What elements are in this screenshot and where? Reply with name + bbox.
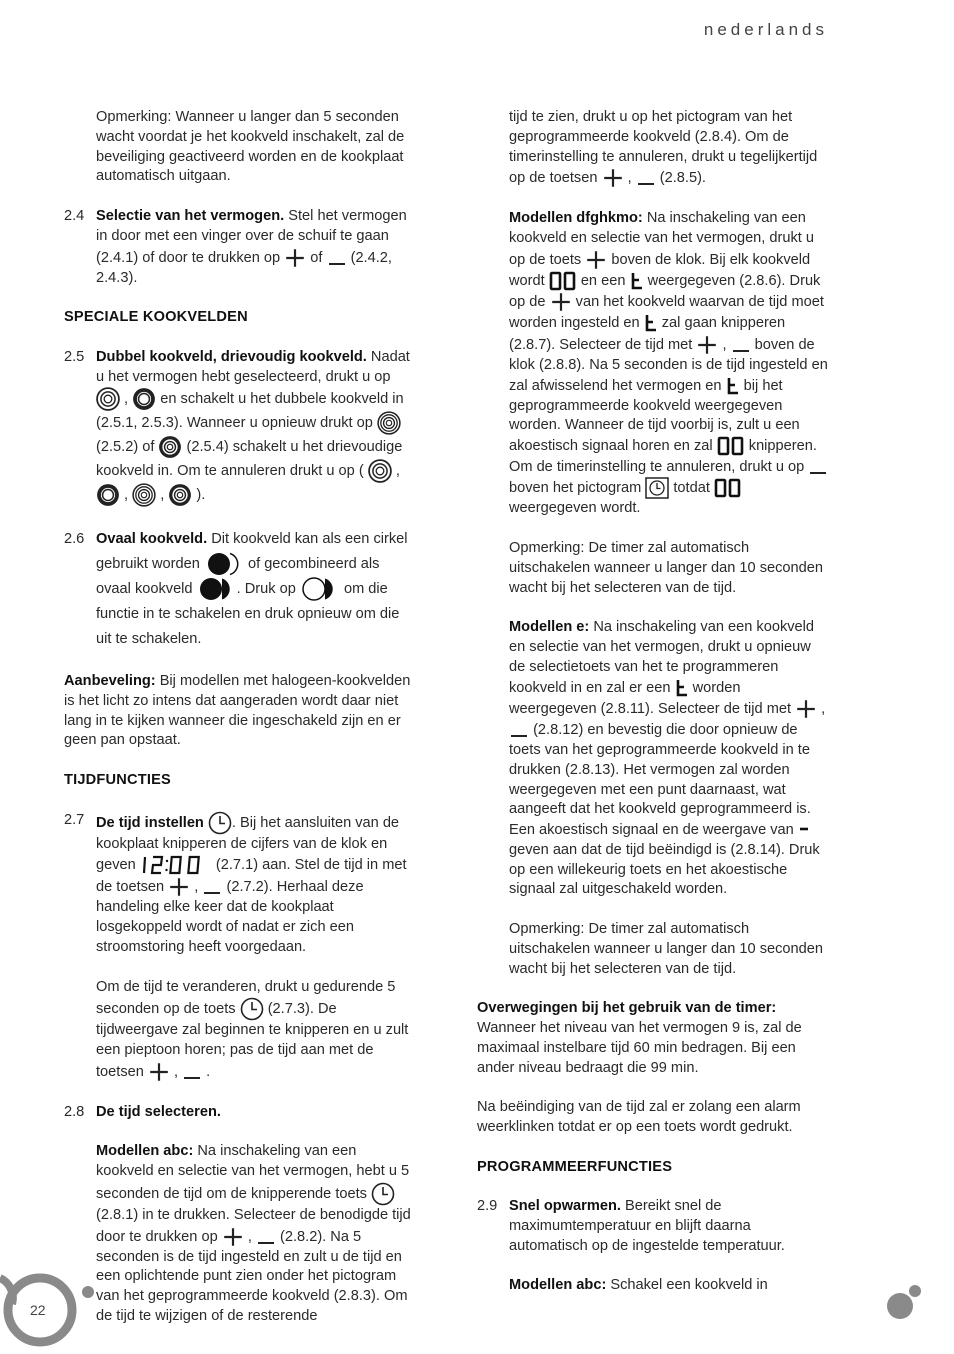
- decorative-bubbles: [880, 1280, 930, 1330]
- dual-zone-icon: [132, 387, 156, 411]
- seven-seg-display: [549, 271, 577, 291]
- section-number: 2.5: [64, 348, 85, 365]
- body-text: totdat: [673, 480, 710, 497]
- section-2-8: 2.8 De tijd selecteren. Modellen abc: Na inschakeling van een kookveld en selectie van het vermogen, hebt u 5 seconden de tijd om de knipperende toets (2.8.1) in te drukken. Selecteer de benodigde tijd door te drukken op , (2.8.2). Na 5 seconden is de tijd ingesteld en zult u de tijd en een oplichtende punt zien onder het pictogram van het geprogrammeerde kookveld (2.8.3). Om de tijd te wijzigen of de resterende: [64, 1103, 414, 1327]
- timer-box-icon: [645, 477, 669, 499]
- minus-icon: [731, 335, 751, 355]
- right-column: tijd te zien, drukt u op het pictogram van het geprogrammeerde kookveld (2.8.4). Om de timerinstelling te annuleren, drukt u tegelijkertijd op de toetsen , (2.8.5). Modellen dfghkmo: Na inschakeling van een kookveld en selectie van het vermogen, drukt u op de toets boven de klok. Bij elk kookveld wordt en een weergegeven (2.8.6). Druk op de van het kookveld waarvan de tijd moet worden ingesteld en zal gaan knipperen (2.8.7). Selecteer de tijd met , boven de klok (2.8.8). Na 5 seconden is de tijd ingesteld en zal afwisselend het vermogen en bij het geprogrammeerde kookveld weergegeven worden. Wanneer de tijd voorbij is, zult u een akoestisch signaal horen en zal knipperen. Om de timerinstelling te annuleren, drukt u op boven het pictogram totdat weergegeven wordt. Opmerking: De timer zal automatisch uitschakelen wanneer u langer dan 10 seconden wacht bij het selecteren van de tijd. Modellen e: Na inschakeling van een kookveld en selectie van het vermogen, drukt u opnieuw de selectietoets van het te programmeren kookveld in en zal er een worden weergegeven (2.8.11). Selecteer de tijd met , (2.8.12) en bevestig die door opnieuw de toets van het geprogrammeerde kookveld in te drukken (2.8.13). Het vermogen zal worden weergegeven met een punt daarnaast, wat aangeeft dat het kookveld geprogrammeerd is. Een akoestisch signaal en de weergave van geven aan dat de tijd beëindigd is (2.8.14). Druk op een willekeurig toets en het akoestische signaal zal uitgeschakeld worden. Opmerking: De timer zal automatisch uitschakelen wanneer u langer dan 10 seconden wacht bij het selecteren van de tijd. Overwegingen bij het gebruik van de timer: Wanneer het niveau van het vermogen 9 is, zal de maximaal instelbare tijd 60 min bedragen. Bij een ander niveau bedraagt die 99 min. Na beëindiging van de tijd zal er zolang een alarm weerklinken totdat er op een toets wordt gedrukt. PROGRAMMEERFUNCTIES 2.9 Snel opwarmen. Bereikt snel de maximumtemperatuur en blijft daarna automatisch op de ingestelde temperatuur. Modellen abc: Schakel een kookveld in: [477, 108, 829, 1316]
- t-symbol-icon: [630, 271, 644, 291]
- body-text: weergegeven (2.8.6). Druk op de: [509, 272, 821, 311]
- dual-zone-icon: [96, 387, 120, 411]
- section-2-9: [477, 1197, 829, 1296]
- models-label: Modellen dfghkmo:: [509, 210, 643, 227]
- recommendation-paragraph: [64, 672, 414, 751]
- t-symbol-icon: [675, 678, 689, 698]
- plus-icon: [550, 291, 572, 313]
- seven-seg-display: [714, 478, 742, 498]
- body-text: Bereikt snel de maximumtemperatuur en blijft daarna automatisch op de ingestelde temperatuur.: [509, 1198, 785, 1254]
- minus-icon: [808, 457, 828, 477]
- body-text: . Druk op: [236, 581, 296, 598]
- plus-icon: [222, 1226, 244, 1248]
- plus-icon: [696, 334, 718, 356]
- note-paragraph: Opmerking: De timer zal automatisch uitschakelen wanneer u langer dan 10 seconden wacht bij het selecteren van de tijd.: [509, 540, 823, 596]
- oval-zone-icon: [204, 552, 244, 576]
- minus-icon: [327, 248, 347, 268]
- dual-zone-icon: [368, 459, 392, 483]
- section-title: Ovaal kookveld.: [96, 531, 208, 548]
- body-text: of gecombineerd als ovaal kookveld: [96, 556, 380, 598]
- page-number: 22: [30, 1302, 46, 1318]
- body-text: (2.5.2) of: [96, 439, 155, 456]
- section-2-5: 2.5 Dubbel kookveld, drievoudig kookveld. Nadat u het vermogen hebt geselecteerd, drukt u op , en schakelt u het dubbele kookveld in (2.5.1, 2.5.3). Wanneer u opnieuw drukt op (2.5.2) of (2.5.4) schakelt u het drievoudige kookveld in. Om te annuleren drukt u op ( , , , ).: [64, 348, 414, 508]
- dual-zone-icon: [96, 483, 120, 507]
- t-symbol-icon: [644, 313, 658, 333]
- body-text: en een: [580, 272, 626, 289]
- body-text: om die functie in te schakelen en druk opnieuw om die uit te schakelen.: [96, 581, 400, 648]
- note-paragraph: Opmerking: De timer zal automatisch uitschakelen wanneer u langer dan 10 seconden wacht bij het selecteren van de tijd.: [509, 920, 823, 977]
- section-number: 2.4: [64, 207, 85, 224]
- body-text: (2.7.2). Herhaal deze handeling elke keer dat de kookplaat losgekoppeld wordt of nadat er zich een stroomstoring heeft voorgedaan.: [96, 879, 364, 955]
- minus-icon: [509, 720, 529, 740]
- body-text: bij het geprogrammeerde kookveld weergegeven worden. Wanneer de tijd voorbij is, zult u een akoestisch signaal horen en zal: [509, 377, 800, 454]
- body-text: ).: [196, 487, 206, 504]
- plus-icon: [168, 876, 190, 898]
- body-text: boven het pictogram: [509, 480, 642, 497]
- clock-icon: [371, 1182, 395, 1206]
- page-number-decoration: [0, 1260, 110, 1354]
- body-text: boven de klok. Bij elk kookveld wordt: [509, 251, 811, 289]
- section-number: 2.8: [64, 1103, 85, 1120]
- models-label: Modellen e:: [509, 619, 590, 636]
- body-text: Na beëindiging van de tijd zal er zolang een alarm weerklinken totdat er op een toets wordt gedrukt.: [477, 1099, 801, 1135]
- body-text: zal gaan knipperen (2.8.7). Selecteer de tijd met: [509, 315, 786, 353]
- section-number: 2.7: [64, 811, 85, 828]
- heading-speciale-kookvelden: SPECIALE KOOKVELDEN: [64, 309, 248, 326]
- section-title: Selectie van het vermogen.: [96, 207, 285, 224]
- body-text: knipperen. Om de timerinstelling te annuleren, drukt u op: [509, 438, 817, 475]
- oval-zone-icon: [300, 577, 340, 601]
- body-text: Bij modellen met halogeen-kookvelden is het licht zo intens dat aangeraden wordt daar niet lang in te kijken wanneer die ingeschakeld zijn en er geen pan opstaat.: [64, 672, 411, 749]
- minus-icon: [182, 1062, 202, 1082]
- heading-programmeerfuncties: PROGRAMMEERFUNCTIES: [477, 1158, 673, 1175]
- seven-seg-display: [717, 436, 745, 456]
- body-text: Wanneer het niveau van het vermogen 9 is, zal de maximaal instelbare tijd 60 min bedragen. Bij een ander niveau bedraagt die 99 min.: [477, 1019, 802, 1076]
- plus-icon: [602, 167, 624, 189]
- seven-seg-display: [140, 854, 212, 876]
- dash-display-icon: [798, 820, 810, 840]
- section-number: 2.6: [64, 531, 85, 548]
- triple-zone-icon: [377, 411, 401, 435]
- plus-icon: [148, 1061, 170, 1083]
- section-number: 2.9: [477, 1198, 498, 1215]
- oval-zone-icon: [197, 577, 237, 601]
- section-title: Dubbel kookveld, drievoudig kookveld.: [96, 348, 367, 365]
- clock-icon: [208, 811, 232, 835]
- body-text: geven aan dat de tijd beëindigd is (2.8.14). Druk op een willekeurig toets en het akoestische signaal zal uitgeschakeld worden.: [509, 841, 820, 898]
- body-text: Na inschakeling van een kookveld en selectie van het vermogen, drukt u op de toets: [509, 210, 815, 268]
- body-text: Nadat u het vermogen hebt geselecteerd, drukt u op: [96, 348, 410, 385]
- plus-icon: [585, 249, 607, 271]
- body-text: (2.7.1) aan. Stel de tijd in met de toetsen: [96, 857, 407, 896]
- body-text: boven de klok (2.8.8). Na 5 seconden is de tijd ingesteld en zal afwisselend het vermogen en: [509, 336, 828, 394]
- models-label: Modellen abc:: [96, 1143, 194, 1160]
- body-text: (2.5.4) schakelt u het drievoudige kookveld in. Om te annuleren drukt u op (: [96, 439, 403, 480]
- body-text: Na inschakeling van een kookveld en selectie van het vermogen, drukt u opnieuw de selectietoets van het te programmeren kookveld in en zal er een: [509, 619, 815, 696]
- body-text: tijd te zien, drukt u op het pictogram van het geprogrammeerde kookveld (2.8.4). Om de timerinstelling te annuleren, drukt u tegelijkertijd op de toetsen: [509, 109, 818, 187]
- body-text: van het kookveld waarvan de tijd moet worden ingesteld en: [509, 294, 824, 332]
- section-2-4: [64, 207, 414, 288]
- body-text: en schakelt u het dubbele kookveld in (2.5.1, 2.5.3). Wanneer u opnieuw drukt op: [96, 391, 404, 432]
- minus-icon: [256, 1227, 276, 1247]
- section-2-6: [64, 527, 414, 652]
- plus-icon: [284, 247, 306, 269]
- minus-icon: [636, 168, 656, 188]
- recommendation-label: Aanbeveling:: [64, 672, 156, 689]
- body-text: Na inschakeling van een kookveld en selectie van het vermogen, hebt u 5 seconden de tijd om de knipperende toets: [96, 1143, 410, 1202]
- considerations-label: Overwegingen bij het gebruik van de timer:: [477, 1000, 777, 1017]
- section-title: Snel opwarmen.: [509, 1198, 621, 1215]
- body-text: (2.8.1) in te drukken. Selecteer de benodigde tijd door te drukken op: [96, 1206, 411, 1245]
- left-column: [64, 108, 414, 1347]
- triple-zone-icon: [168, 483, 192, 507]
- body-text: weergegeven wordt.: [509, 500, 641, 517]
- plus-icon: [795, 698, 817, 720]
- triple-zone-icon: [132, 483, 156, 507]
- section-title: De tijd instellen: [96, 814, 204, 831]
- t-symbol-icon: [726, 376, 740, 396]
- minus-icon: [202, 877, 222, 897]
- body-text: of: [310, 249, 323, 266]
- note-paragraph: Opmerking: Wanneer u langer dan 5 seconden wacht voordat je het kookveld inschakelt, zal de beveiliging geactiveerd worden en de kookplaat automatisch uitgaan.: [96, 109, 405, 185]
- models-label: Modellen abc:: [509, 1277, 607, 1294]
- heading-tijdfuncties: TIJDFUNCTIES: [64, 771, 171, 788]
- clock-icon: [240, 997, 264, 1021]
- triple-zone-icon: [158, 435, 182, 459]
- body-text: Dit kookveld kan als een cirkel gebruikt worden: [96, 531, 408, 573]
- language-header: nederlands: [703, 20, 828, 39]
- section-title: De tijd selecteren.: [96, 1103, 221, 1120]
- body-text: (2.8.12) en bevestig die door opnieuw de toets van het geprogrammeerde kookveld in te drukken (2.8.13). Het vermogen zal worden weergegeven met een punt daarnaast, wat aangeeft dat het kookveld geprogrammeerd is. Een akoestisch signaal en de weergave van: [509, 722, 811, 838]
- body-text: worden weergegeven (2.8.11). Selecteer de tijd met: [509, 679, 792, 718]
- body-text: . Bij het aansluiten van de kookplaat knipperen de cijfers van de klok en geven: [96, 814, 400, 874]
- body-text: (2.7.3). De tijdweergave zal beginnen te knipperen en u zult een pieptoon horen; pas de tijd aan met de toetsen: [96, 1001, 409, 1080]
- body-text: Stel het vermogen in door met een vinger over de schuif te gaan (2.4.1) of door te drukken op: [96, 207, 407, 266]
- body-text: Om de tijd te veranderen, drukt u gedurende 5 seconden op de toets: [96, 978, 396, 1018]
- body-text: (2.4.2, 2.4.3).: [96, 249, 392, 286]
- body-text: (2.8.2). Na 5 seconden is de tijd ingesteld en zult u de tijd en een oplichtende punt zien onder het pictogram van het geprogrammeerde kookveld (2.8.3). Om de tijd te wijzigen of de resterende: [96, 1228, 408, 1325]
- body-text: (2.8.5).: [659, 170, 706, 187]
- body-text: Schakel een kookveld in: [610, 1277, 768, 1294]
- section-2-7: 2.7 De tijd instellen . Bij het aansluiten van de kookplaat knipperen de cijfers van de klok en geven (2.7.1) aan. Stel de tijd in met de toetsen , (2.7.2). Herhaal deze handeling elke keer dat de kookplaat losgekoppeld wordt of nadat er zich een stroomstoring heeft voorgedaan. Om de tijd te veranderen, drukt u gedurende 5 seconden op de toets (2.7.3). De tijdweergave zal beginnen te knipperen en u zult een pieptoon horen; pas de tijd aan met de toetsen , .: [64, 811, 414, 1083]
